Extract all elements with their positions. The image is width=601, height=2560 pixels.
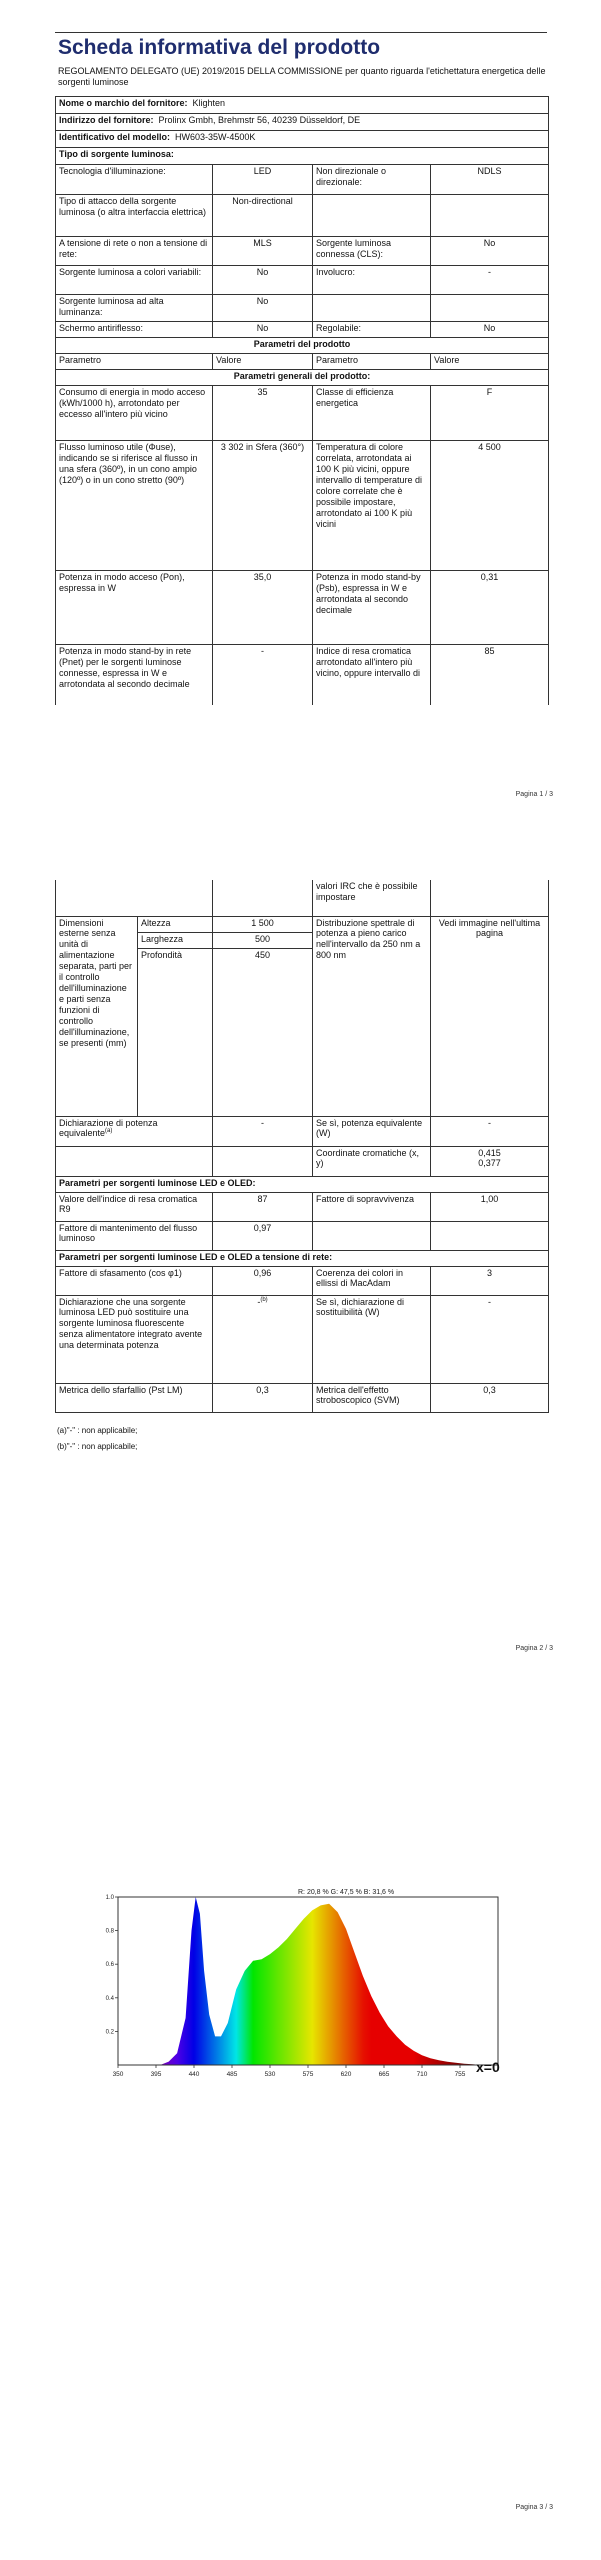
table-row: Dichiarazione di potenza equivalente$^{(a)}$ - Se sì, potenza equivalente (W) -	[56, 1116, 549, 1146]
y-tick-label: 1.0	[105, 1895, 114, 1901]
model-identifier: HW603-35W-4500K	[175, 132, 256, 142]
x-tick-label: 575	[302, 2071, 314, 2078]
page-number: Pagina 3 / 3	[515, 2504, 553, 2511]
page-2	[0, 880, 601, 1760]
product-params-table-cont	[55, 880, 549, 1413]
dimension-row-width: Larghezza 500	[56, 932, 549, 948]
led-oled-heading: Parametri per sorgenti luminose LED e OLED:	[56, 1176, 549, 1192]
mains-heading: Parametri per sorgenti luminose LED e OLED a tensione di rete:	[56, 1250, 549, 1266]
product-params-heading: Parametri del prodotto	[56, 338, 549, 354]
table-row: Potenza in modo acceso (Pon), espressa in W 35,0 Potenza in modo stand-by (Psb), espressa in W e arrotondata al secondo decimale 0,31	[56, 571, 549, 645]
supplier-address: Prolinx Gmbh, Brehmstr 56, 40239 Düsseldorf, DE	[158, 115, 361, 125]
x-tick-label: 485	[226, 2071, 238, 2078]
table-row: Fattore di sfasamento (cos φ1) 0,96 Coerenza dei colori in ellissi di MacAdam 3	[56, 1266, 549, 1295]
header-rule	[55, 32, 547, 33]
footnote-a: (a)"-" : non applicabile;	[57, 1426, 138, 1435]
page-number: Pagina 2 / 3	[515, 1645, 553, 1652]
supplier-name-row: Nome o marchio del fornitore: Klighten	[56, 97, 549, 114]
table-row: Tecnologia d'illuminazione: LED Non direzionale o direzionale: NDLS	[56, 165, 549, 195]
table-row: Dichiarazione che una sorgente luminosa LED può sostituire una sorgente luminosa fluorescente senza alimentatore integrato avente una determinata potenza -$^{(b)}$ Se sì, dichiarazione di sostituibilità (W) -	[56, 1295, 549, 1383]
table-row: Schermo antiriflesso: No Regolabile: No	[56, 322, 549, 338]
table-header-row: Parametro Valore Parametro Valore	[56, 354, 549, 370]
x-tick-label: 620	[340, 2071, 352, 2078]
x-tick-label: 755	[454, 2071, 466, 2078]
table-row: Flusso luminoso utile (Φuse), indicando se si riferisce al flusso in una sfera (360º), in un cono ampio (120º) o in un cono stretto (90º) 3 302 in Sfera (360°) Temperatura di colore correlata, arrotondata ai 100 K più vicini, oppure intervallo di temperature di colore correlate che è possibile impostare, arrotondato ai 100 K più vicini 4 500	[56, 441, 549, 571]
supplier-address-row: Indirizzo del fornitore: Prolinx Gmbh, Brehmstr 56, 40239 Düsseldorf, DE	[56, 114, 549, 131]
dimension-row-height: Dimensioni esterne senza unità di alimentazione separata, parti per il controllo dell'illuminazione e parti senza funzioni di controllo dell'illuminazione, se presenti (mm) Altezza 1 500 Distribuzione spettrale di potenza a pieno carico nell'intervallo da 250 nm a 800 nm Vedi immagine nell'ultima pagina	[56, 916, 549, 932]
page-title: Scheda informativa del prodotto	[58, 36, 381, 59]
page-1	[0, 0, 601, 880]
y-tick-label: 0.8	[105, 1928, 114, 1935]
table-row: A tensione di rete o non a tensione di rete: MLS Sorgente luminosa connessa (CLS): No	[56, 237, 549, 266]
table-row: valori IRC che è possibile impostare	[56, 880, 549, 916]
x-tick-label: 395	[150, 2071, 162, 2078]
dimension-row-depth: Profondità 450	[56, 948, 549, 1116]
table-row: Sorgente luminosa ad alta luminanza: No	[56, 295, 549, 322]
y-tick-label: 0.6	[105, 1962, 114, 1969]
x-tick-label: 350	[112, 2071, 124, 2078]
spd-value: Vedi immagine nell'ultima pagina	[431, 916, 549, 1116]
regulation-text: REGOLAMENTO DELEGATO (UE) 2019/2015 DELLA COMMISSIONE per quanto riguarda l'etichettatura energetica delle sorgenti luminose	[58, 66, 546, 88]
supplier-name: Klighten	[192, 98, 226, 108]
spectrum-chart	[98, 1883, 500, 2083]
dimensions-label: Dimensioni esterne senza unità di alimentazione separata, parti per il controllo dell'illuminazione e parti senza funzioni di controllo dell'illuminazione, se presenti (mm)	[56, 916, 138, 1116]
source-type-heading: Tipo di sorgente luminosa:	[56, 148, 549, 165]
x-tick-label: 530	[264, 2071, 276, 2078]
page-number: Pagina 1 / 3	[515, 791, 553, 798]
model-row: Identificativo del modello: HW603-35W-4500K	[56, 131, 549, 148]
table-row: Sorgente luminosa a colori variabili: No Involucro: -	[56, 266, 549, 295]
y-tick-label: 0.4	[105, 1995, 114, 2002]
x-tick-label: 665	[378, 2071, 390, 2078]
x-origin-label: x=0	[476, 2059, 500, 2075]
table-row: Metrica dello sfarfallio (Pst LM) 0,3 Metrica dell'effetto stroboscopico (SVM) 0,3	[56, 1383, 549, 1412]
spectrum-svg	[98, 1883, 500, 2083]
table-row: Consumo di energia in modo acceso (kWh/1000 h), arrotondato per eccesso all'intero più vicino 35 Classe di efficienza energetica F	[56, 386, 549, 441]
table-row: Valore dell'indice di resa cromatica R9 87 Fattore di sopravvivenza 1,00	[56, 1192, 549, 1221]
x-tick-label: 440	[188, 2071, 200, 2078]
x-tick-label: 710	[416, 2071, 428, 2078]
footnote-b: (b)"-" : non applicabile;	[57, 1442, 138, 1451]
general-params-heading: Parametri generali del prodotto:	[56, 370, 549, 386]
table-row: Fattore di mantenimento del flusso luminoso 0,97	[56, 1221, 549, 1250]
table-row: Coordinate cromatiche (x, y) 0,415 0,377	[56, 1146, 549, 1176]
rgb-ratio-label: R: 20,8 % G: 47,5 % B: 31,6 %	[298, 1889, 395, 1896]
page-3	[0, 1760, 601, 2560]
supplier-table	[55, 96, 549, 705]
spd-label: Distribuzione spettrale di potenza a pieno carico nell'intervallo da 250 nm a 800 nm	[313, 916, 431, 1116]
table-row: Potenza in modo stand-by in rete (Pnet) per le sorgenti luminose connesse, espressa in W e arrotondata al secondo decimale - Indice di resa cromatica arrotondato all'intero più vicino, oppure intervallo di 85	[56, 645, 549, 705]
y-tick-label: 0.2	[105, 2029, 114, 2036]
table-row: Tipo di attacco della sorgente luminosa (o altra interfaccia elettrica) Non-directional	[56, 195, 549, 237]
